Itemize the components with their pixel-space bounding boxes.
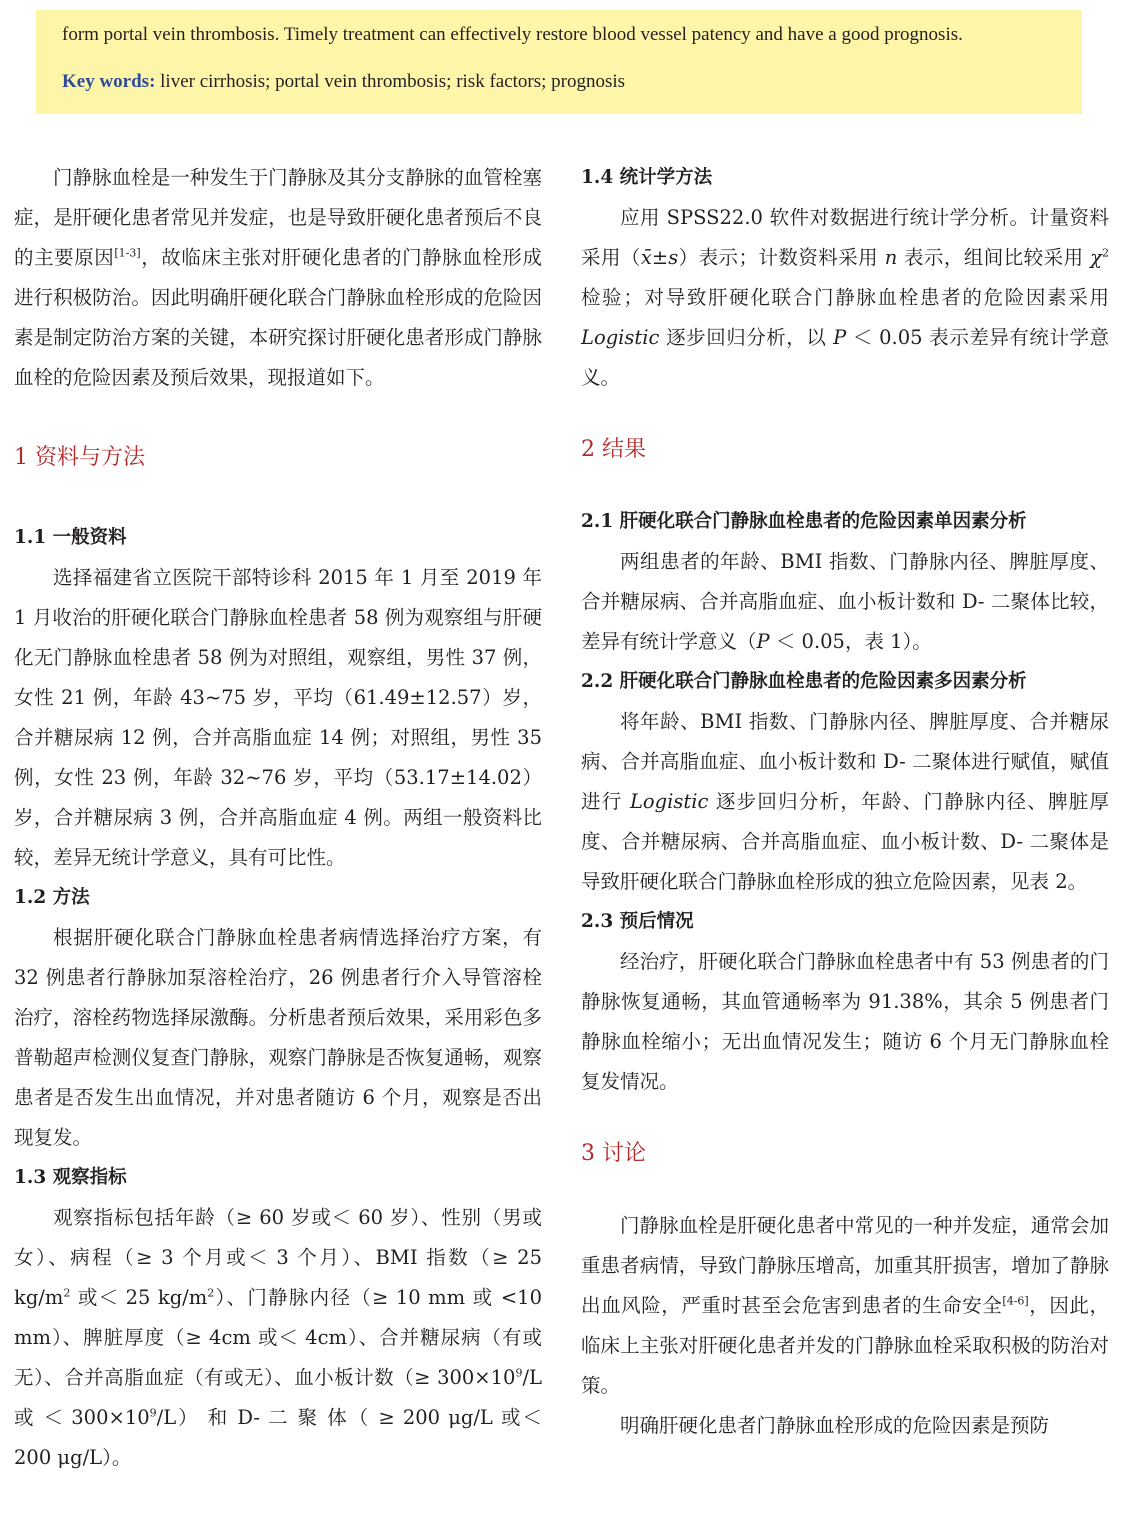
intro-paragraph: 门静脉血栓是一种发生于门静脉及其分支静脉的血管栓塞症，是肝硬化患者常见并发症，也是导致肝硬化患者预后不良的主要原因[1-3]，故临床主张对肝硬化患者的门静脉血栓形成进行积极防治。因此明确肝硬化联合门静脉血栓形成的危险因素是制定防治方案的关键，本研究探讨肝硬化患者形成门静脉血栓的危险因素及预后效果，现报道如下。 bbox=[14, 166, 542, 389]
section-heading-discussion: 3 讨论 bbox=[581, 1141, 646, 1166]
prognosis-paragraph: 经治疗，肝硬化联合门静脉血栓患者中有 53 例患者的门静脉恢复通畅，其血管通畅率为 91.38%，其余 5 例患者门静脉血栓缩小；无出血情况发生；随访 6 个月无门静脉血栓复发情况。 bbox=[581, 950, 1109, 1093]
keywords-text: liver cirrhosis; portal vein thrombosis; risk factors; prognosis bbox=[155, 71, 626, 92]
stats-paragraph: 应用 SPSS22.0 软件对数据进行统计学分析。计量资料采用（x̄±s）表示；计数资料采用 n 表示，组间比较采用 $\chi^2$ 检验；对导致肝硬化联合门静脉血栓患者的危险因素采用 Logistic 逐步回归分析，以 P ＜ 0.05 表示差异有统计学意义。 bbox=[581, 206, 1109, 389]
section-heading-results: 2 结果 bbox=[581, 437, 646, 462]
subsection-heading-single: 2.1 肝硬化联合门静脉血栓患者的危险因素单因素分析 bbox=[581, 511, 1027, 532]
method-paragraph: 根据肝硬化联合门静脉血栓患者病情选择治疗方案，有 32 例患者行静脉加泵溶栓治疗，26 例患者行介入导管溶栓治疗，溶栓药物选择尿激酶。分析患者预后效果，采用彩色多普勒超声检测仪复查门静脉，观察门静脉是否恢复通畅，观察患者是否发生出血情况，并对患者随访 6 个月，观察是否出现复发。 bbox=[14, 926, 542, 1149]
subsection-heading-stats: 1.4 统计学方法 bbox=[581, 167, 713, 188]
discussion-paragraph-2: 明确肝硬化患者门静脉血栓形成的危险因素是预防 bbox=[620, 1414, 1050, 1437]
subsection-heading-general: 1.1 一般资料 bbox=[14, 527, 127, 548]
citation-ref: [4-6] bbox=[1002, 1294, 1029, 1308]
discussion-paragraph-1: 门静脉血栓是肝硬化患者中常见的一种并发症，通常会加重患者病情，导致门静脉压增高，加重其肝损害，增加了静脉出血风险，严重时甚至会危害到患者的生命安全[4-6]，因此，临床上主张对肝硬化患者并发的门静脉血栓采取积极的防治对策。 bbox=[581, 1214, 1109, 1397]
subsection-heading-index: 1.3 观察指标 bbox=[14, 1167, 127, 1188]
index-paragraph: 观察指标包括年龄（≥ 60 岁或＜ 60 岁）、性别（男或女）、病程（≥ 3 个月或＜ 3 个月）、BMI 指数（≥ 25 $kg/m^2$ 或＜ 25 $kg/m^2$）、门静脉内径（≥ 10 mm 或 <10 mm）、脾脏厚度（≥ 4cm 或＜ 4cm）、合并糖尿病（有或无）、合并高脂血症（有或无）、血小板计数（≥ $300\times 10^9/L$ 或 ＜ $300\times 10^9/L$） 和 D- 二 聚 体（ ≥ 200 μg/L 或＜ 200 μg/L）。 bbox=[14, 1206, 542, 1469]
right-column bbox=[581, 158, 1109, 1446]
subsection-heading-multi: 2.2 肝硬化联合门静脉血栓患者的危险因素多因素分析 bbox=[581, 671, 1027, 692]
single-paragraph: 两组患者的年龄、BMI 指数、门静脉内径、脾脏厚度、合并糖尿病、合并高脂血症、血小板计数和 D- 二聚体比较，差异有统计学意义（P ＜ 0.05，表 1）。 bbox=[581, 550, 1109, 653]
multi-paragraph: 将年龄、BMI 指数、门静脉内径、脾脏厚度、合并糖尿病、合并高脂血症、血小板计数和 D- 二聚体进行赋值，赋值进行 Logistic 逐步回归分析，年龄、门静脉内径、脾脏厚度、合并糖尿病、合并高脂血症、血小板计数、D- 二聚体是导致肝硬化联合门静脉血栓形成的独立危险因素，见表 2。 bbox=[581, 710, 1110, 893]
citation-ref: [1-3] bbox=[114, 246, 141, 260]
left-column bbox=[14, 158, 542, 1478]
abstract-text: form portal vein thrombosis. Timely treatment can effectively restore blood vessel patency and have a good prognosis. bbox=[62, 24, 963, 45]
subsection-heading-method: 1.2 方法 bbox=[14, 887, 90, 908]
keywords-line bbox=[62, 69, 1056, 95]
english-abstract-box bbox=[36, 10, 1082, 114]
keywords-label: Key words: bbox=[62, 71, 156, 92]
general-paragraph: 选择福建省立医院干部特诊科 2015 年 1 月至 2019 年 1 月收治的肝硬化联合门静脉血栓患者 58 例为观察组与肝硬化无门静脉血栓患者 58 例为对照组，观察组，男性 37 例，女性 21 例，年龄 43~75 岁，平均（61.49±12.57）岁，合并糖尿病 12 例，合并高脂血症 14 例；对照组，男性 35 例，女性 23 例，年龄 32~76 岁，平均（53.17±14.02）岁，合并糖尿病 3 例，合并高脂血症 4 例。两组一般资料比较，差异无统计学意义，具有可比性。 bbox=[14, 566, 542, 869]
subsection-heading-prognosis: 2.3 预后情况 bbox=[581, 911, 694, 932]
section-heading-methods: 1 资料与方法 bbox=[14, 445, 145, 470]
